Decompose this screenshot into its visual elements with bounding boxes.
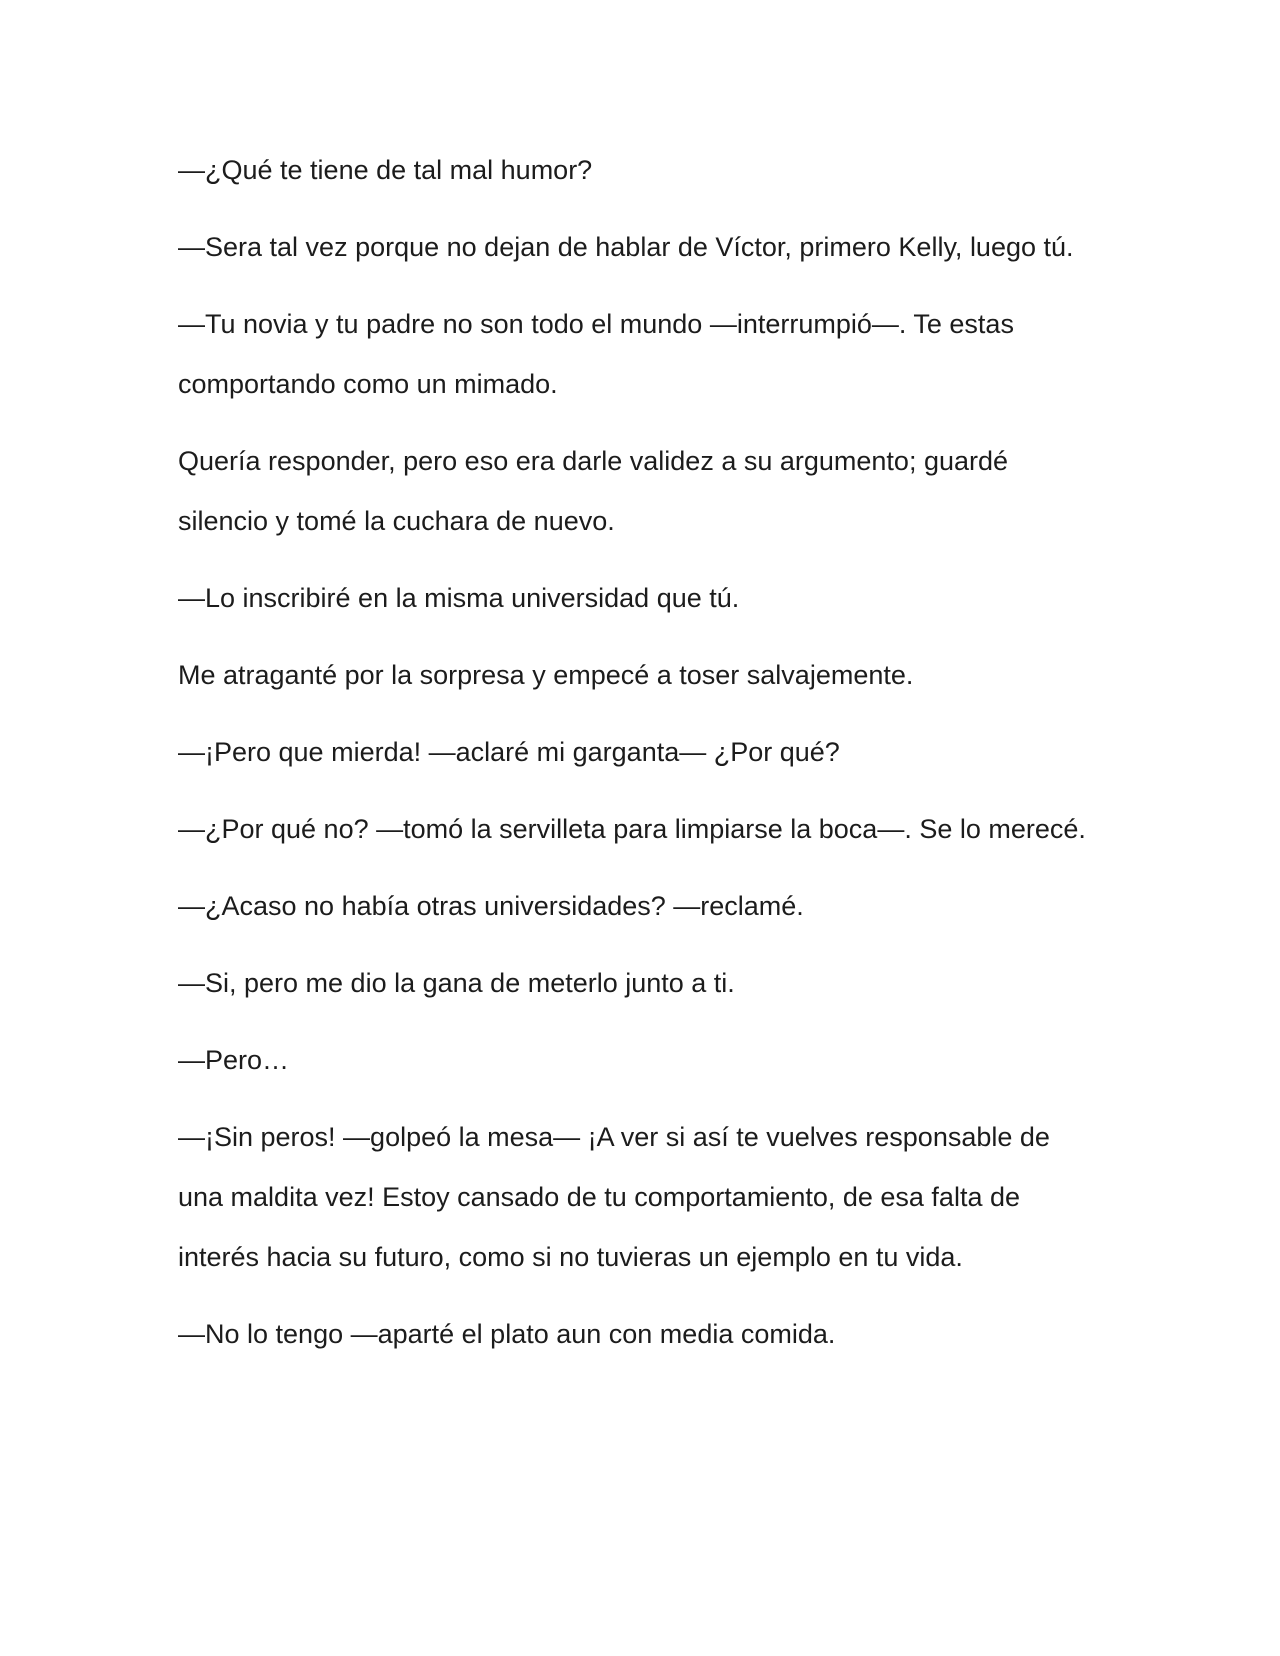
paragraph: —Tu novia y tu padre no son todo el mundo —interrumpió—. Te estas comportando como un mimado. <box>178 309 1014 399</box>
paragraph: —¡Pero que mierda! —aclaré mi garganta— ¿Por qué? <box>178 737 840 767</box>
paragraph: —Lo inscribiré en la misma universidad que tú. <box>178 583 740 613</box>
paragraph: —Si, pero me dio la gana de meterlo junto a ti. <box>178 968 735 998</box>
paragraph: —¿Por qué no? —tomó la servilleta para limpiarse la boca—. Se lo merecé. <box>178 814 1086 844</box>
document-body <box>178 140 1098 1381</box>
paragraph: —No lo tengo —aparté el plato aun con media comida. <box>178 1319 836 1349</box>
paragraph: —¡Sin peros! —golpeó la mesa— ¡A ver si así te vuelves responsable de una maldita vez! Estoy cansado de tu comportamiento, de esa falta de interés hacia su futuro, como si no tuvieras un ejemplo en tu vida. <box>178 1122 1050 1272</box>
paragraph: —Sera tal vez porque no dejan de hablar de Víctor, primero Kelly, luego tú. <box>178 232 1074 262</box>
paragraph: Quería responder, pero eso era darle validez a su argumento; guardé silencio y tomé la cuchara de nuevo. <box>178 446 1009 536</box>
paragraph: Me atraganté por la sorpresa y empecé a toser salvajemente. <box>178 660 914 690</box>
paragraph: —¿Qué te tiene de tal mal humor? <box>178 155 593 185</box>
paragraph: —Pero… <box>178 1045 290 1075</box>
paragraph: —¿Acaso no había otras universidades? —reclamé. <box>178 891 804 921</box>
